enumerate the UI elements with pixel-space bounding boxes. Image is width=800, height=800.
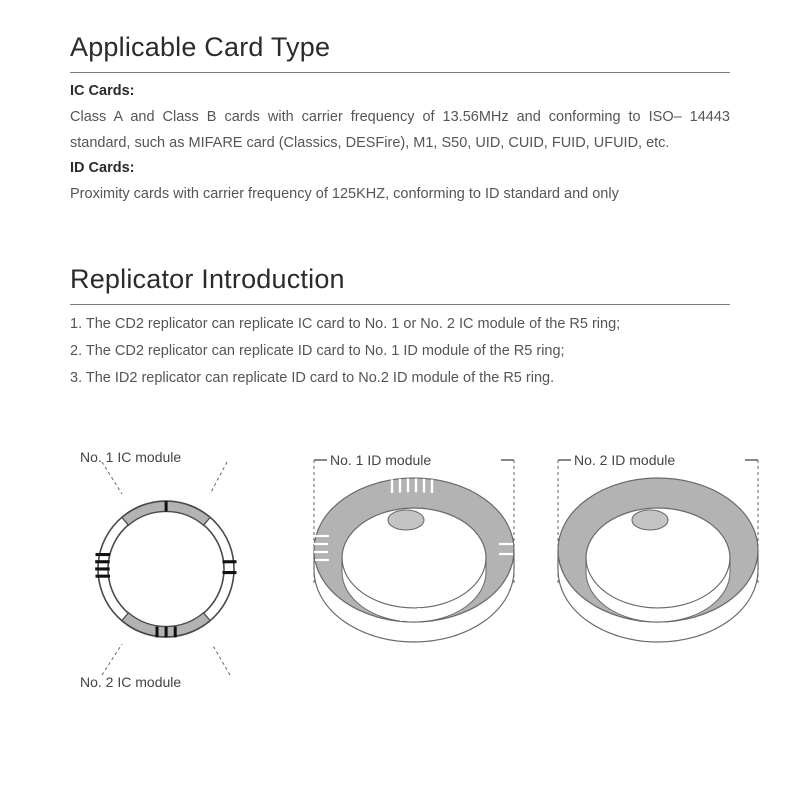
label-no1-ic-module: No. 1 IC module — [80, 449, 182, 465]
label-no1-id-module: No. 1 ID module — [330, 452, 432, 468]
figure-id2-ring — [540, 432, 776, 712]
ic-cards-label: IC Cards: — [70, 83, 135, 99]
replicator-title: Replicator Introduction — [70, 264, 345, 294]
ic-cards-description: Class A and Class B cards with carrier frequency of 13.56MHz and conforming to ISO– 14443 standard, such as MIFARE card (Classics, DESFire), M1, S50, UID, CUID, FUID, UFUID, etc. — [70, 109, 730, 151]
ticks-no1-ic — [165, 501, 168, 511]
heading-rule — [70, 304, 730, 305]
list-item: 2. The CD2 replicator can replicate ID card to No. 1 ID module of the R5 ring; — [70, 343, 565, 359]
list-item: 1. The CD2 replicator can replicate IC card to No. 1 or No. 2 IC module of the R5 ring; — [70, 316, 621, 332]
replicator-list — [70, 311, 730, 392]
heading-rule — [70, 72, 730, 73]
label-no2-ic-module: No. 2 IC module — [80, 674, 182, 690]
list-item: 3. The ID2 replicator can replicate ID card to No.2 ID module of the R5 ring. — [70, 370, 555, 386]
figures-row — [0, 432, 800, 712]
figure-id1-ring — [296, 432, 532, 712]
leader-lines-top — [102, 462, 227, 494]
button-oval[interactable] — [632, 510, 668, 530]
figure-ic-ring — [62, 432, 302, 712]
id-cards-label: ID Cards: — [70, 160, 135, 176]
id-cards-description: Proximity cards with carrier frequency of 125KHZ, conforming to ID standard and only — [70, 186, 619, 202]
leader-lines-bottom — [102, 644, 230, 675]
section-applicable-card-type — [70, 30, 730, 207]
section-replicator-introduction — [70, 262, 730, 392]
label-no2-id-module: No. 2 ID module — [574, 452, 676, 468]
page-title: Applicable Card Type — [70, 32, 331, 62]
ring-inner-circle — [108, 511, 224, 627]
button-oval[interactable] — [388, 510, 424, 530]
